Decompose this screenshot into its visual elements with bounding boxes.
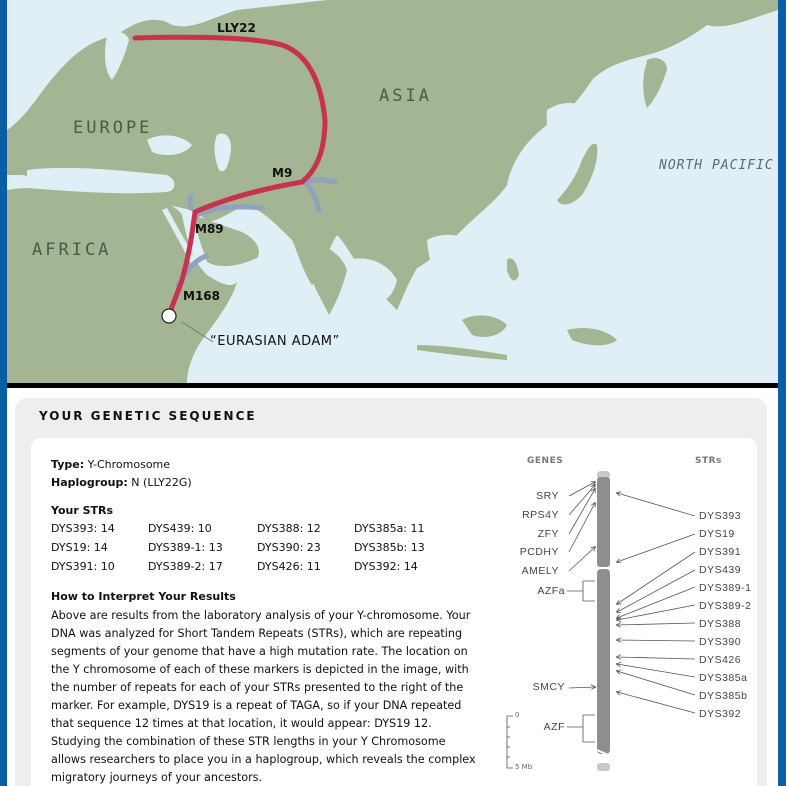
page-frame bbox=[7, 0, 778, 786]
marker-m9: M9 bbox=[272, 166, 293, 180]
label-eurasian-adam: “EURASIAN ADAM” bbox=[210, 334, 340, 349]
results-card bbox=[31, 438, 757, 786]
str-value: DYS439: 10 bbox=[148, 522, 212, 535]
str-value: DYS388: 12 bbox=[257, 522, 321, 535]
str-marker-dys385a: DYS385a bbox=[699, 672, 748, 684]
marker-m89: M89 bbox=[195, 222, 224, 236]
scale-top: 0 bbox=[515, 711, 520, 719]
str-marker-dys389-2: DYS389-2 bbox=[699, 600, 752, 612]
gene-azf: AZF bbox=[543, 721, 565, 733]
str-value: DYS385b: 13 bbox=[354, 541, 425, 554]
str-value: DYS389-1: 13 bbox=[148, 541, 223, 554]
str-value: DYS393: 14 bbox=[51, 522, 115, 535]
gene-pcdhy: PCDHY bbox=[519, 546, 559, 558]
str-value: DYS391: 10 bbox=[51, 560, 115, 573]
str-marker-dys439: DYS439 bbox=[699, 564, 742, 576]
haplogroup-row bbox=[51, 476, 192, 489]
str-value: DYS392: 14 bbox=[354, 560, 418, 573]
haplogroup-value: N (LLY22G) bbox=[131, 476, 192, 489]
str-marker-dys392: DYS392 bbox=[699, 708, 742, 720]
str-marker-dys388: DYS388 bbox=[699, 618, 742, 630]
scale-bottom: 5 Mb bbox=[515, 763, 533, 771]
label-north-pacific: NORTH PACIFIC bbox=[659, 158, 774, 173]
str-marker-dys19: DYS19 bbox=[699, 528, 735, 540]
str-marker-dys393: DYS393 bbox=[699, 510, 742, 522]
y-chromosome-diagram bbox=[501, 438, 757, 786]
gene-zfy: ZFY bbox=[537, 528, 559, 540]
gene-smcy: SMCY bbox=[532, 681, 565, 693]
type-value: Y-Chromosome bbox=[87, 458, 171, 471]
marker-m168: M168 bbox=[183, 289, 220, 303]
str-marker-dys389-1: DYS389-1 bbox=[699, 582, 752, 594]
type-label: Type: bbox=[51, 458, 85, 471]
label-africa: AFRICA bbox=[32, 240, 112, 260]
map-graphic bbox=[7, 0, 778, 383]
strs-title: Your STRs bbox=[51, 504, 114, 517]
gene-rps4y: RPS4Y bbox=[522, 509, 559, 521]
gene-sry: SRY bbox=[536, 490, 559, 502]
marker-lly22: LLY22 bbox=[217, 21, 256, 35]
migration-map bbox=[7, 0, 778, 383]
type-row bbox=[51, 458, 170, 471]
haplogroup-label: Haplogroup: bbox=[51, 476, 128, 489]
str-value: DYS389-2: 17 bbox=[148, 560, 223, 573]
str-marker-dys391: DYS391 bbox=[699, 546, 742, 558]
str-value: DYS426: 11 bbox=[257, 560, 321, 573]
label-asia: ASIA bbox=[379, 86, 432, 106]
str-marker-dys390: DYS390 bbox=[699, 636, 742, 648]
str-value: DYS19: 14 bbox=[51, 541, 108, 554]
genes-header: GENES bbox=[527, 456, 564, 466]
interpret-body: Above are results from the laboratory analysis of your Y-chromosome. Your DNA was analyzed for Short Tandem Repeats (STRs), which are repeating segments of your genome that have a high mutation rate. The location on the Y chromosome of each of these markers is depicted in the image, with the number of repeats for each of your STRs presented to the right of the marker. For example, DYS19 is a repeat of TAGA, so if your DNA repeated that sequence 12 times at that location, it would appear: DYS19 12. Studying the combination of these STR lengths in your Y Chromosome allows researchers to place you in a haplogroup, which reveals the complex migratory journeys of your ancestors. bbox=[51, 609, 476, 784]
interpret-title: How to Interpret Your Results bbox=[51, 590, 236, 603]
strs-header: STRs bbox=[695, 456, 722, 466]
str-marker-dys426: DYS426 bbox=[699, 654, 742, 666]
panel-title: YOUR GENETIC SEQUENCE bbox=[39, 409, 257, 423]
gene-azfa: AZFa bbox=[537, 585, 565, 597]
gene-amely: AMELY bbox=[521, 565, 559, 577]
str-marker-dys385b: DYS385b bbox=[699, 690, 748, 702]
genetic-sequence-panel bbox=[15, 398, 767, 786]
str-value: DYS390: 23 bbox=[257, 541, 321, 554]
str-value: DYS385a: 11 bbox=[354, 522, 425, 535]
map-divider bbox=[7, 383, 778, 388]
label-europe: EUROPE bbox=[73, 118, 153, 138]
